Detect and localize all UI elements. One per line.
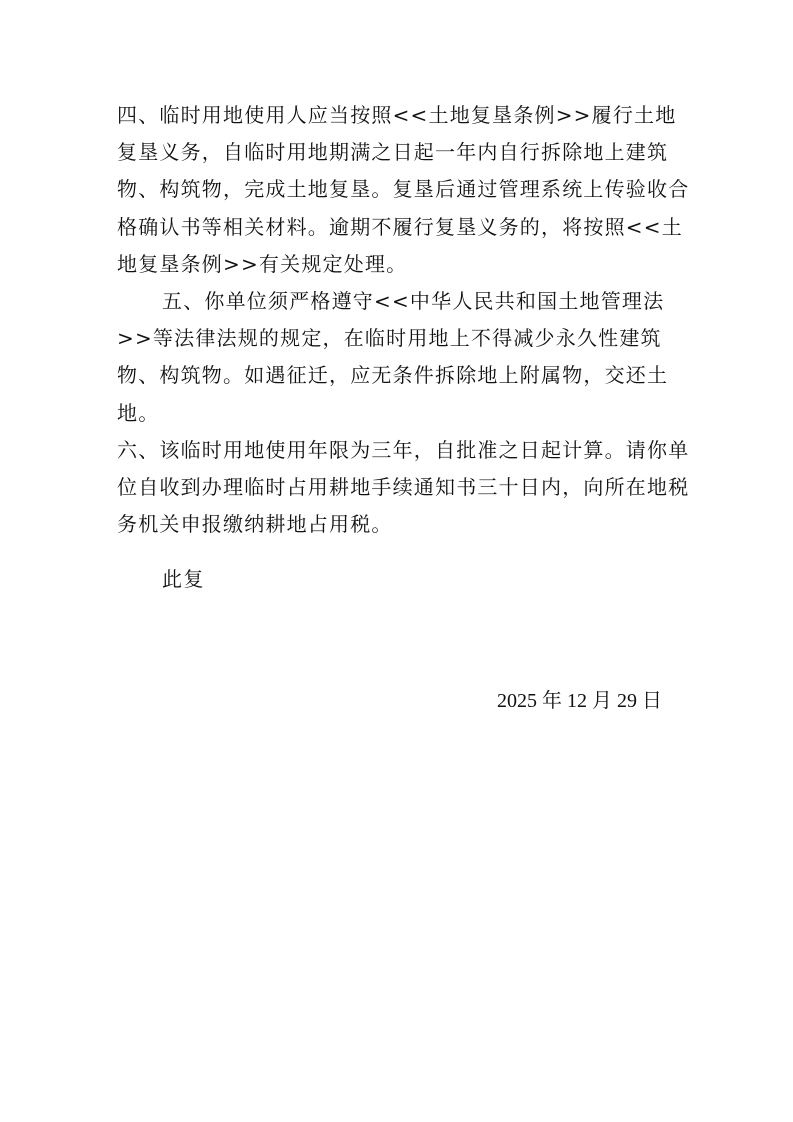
document-body [117,97,692,543]
closing-text: 此复 [162,567,205,591]
paragraph-five: 五、你单位须严格遵守<<中华人民共和国土地管理法>>等法律法规的规定，在临时用地上不得减少永久性建筑物、构筑物。如遇征迁，应无条件拆除地上附属物，交还土地。 [117,289,669,425]
paragraph-six: 六、该临时用地使用年限为三年，自批准之日起计算。请你单位自收到办理临时占用耕地手续通知书三十日内，向所在地税务机关申报缴纳耕地占用税。 [117,437,690,537]
document-date: 2025 年 12 月 29 日 [497,690,662,712]
paragraph-four: 四、临时用地使用人应当按照<<土地复垦条例>>履行土地复垦义务，自临时用地期满之日起一年内自行拆除地上建筑物、构筑物，完成土地复垦。复垦后通过管理系统上传验收合格确认书等相关材料。逾期不履行复垦义务的，将按照<<土地复垦条例>>有关规定处理。 [117,103,690,276]
